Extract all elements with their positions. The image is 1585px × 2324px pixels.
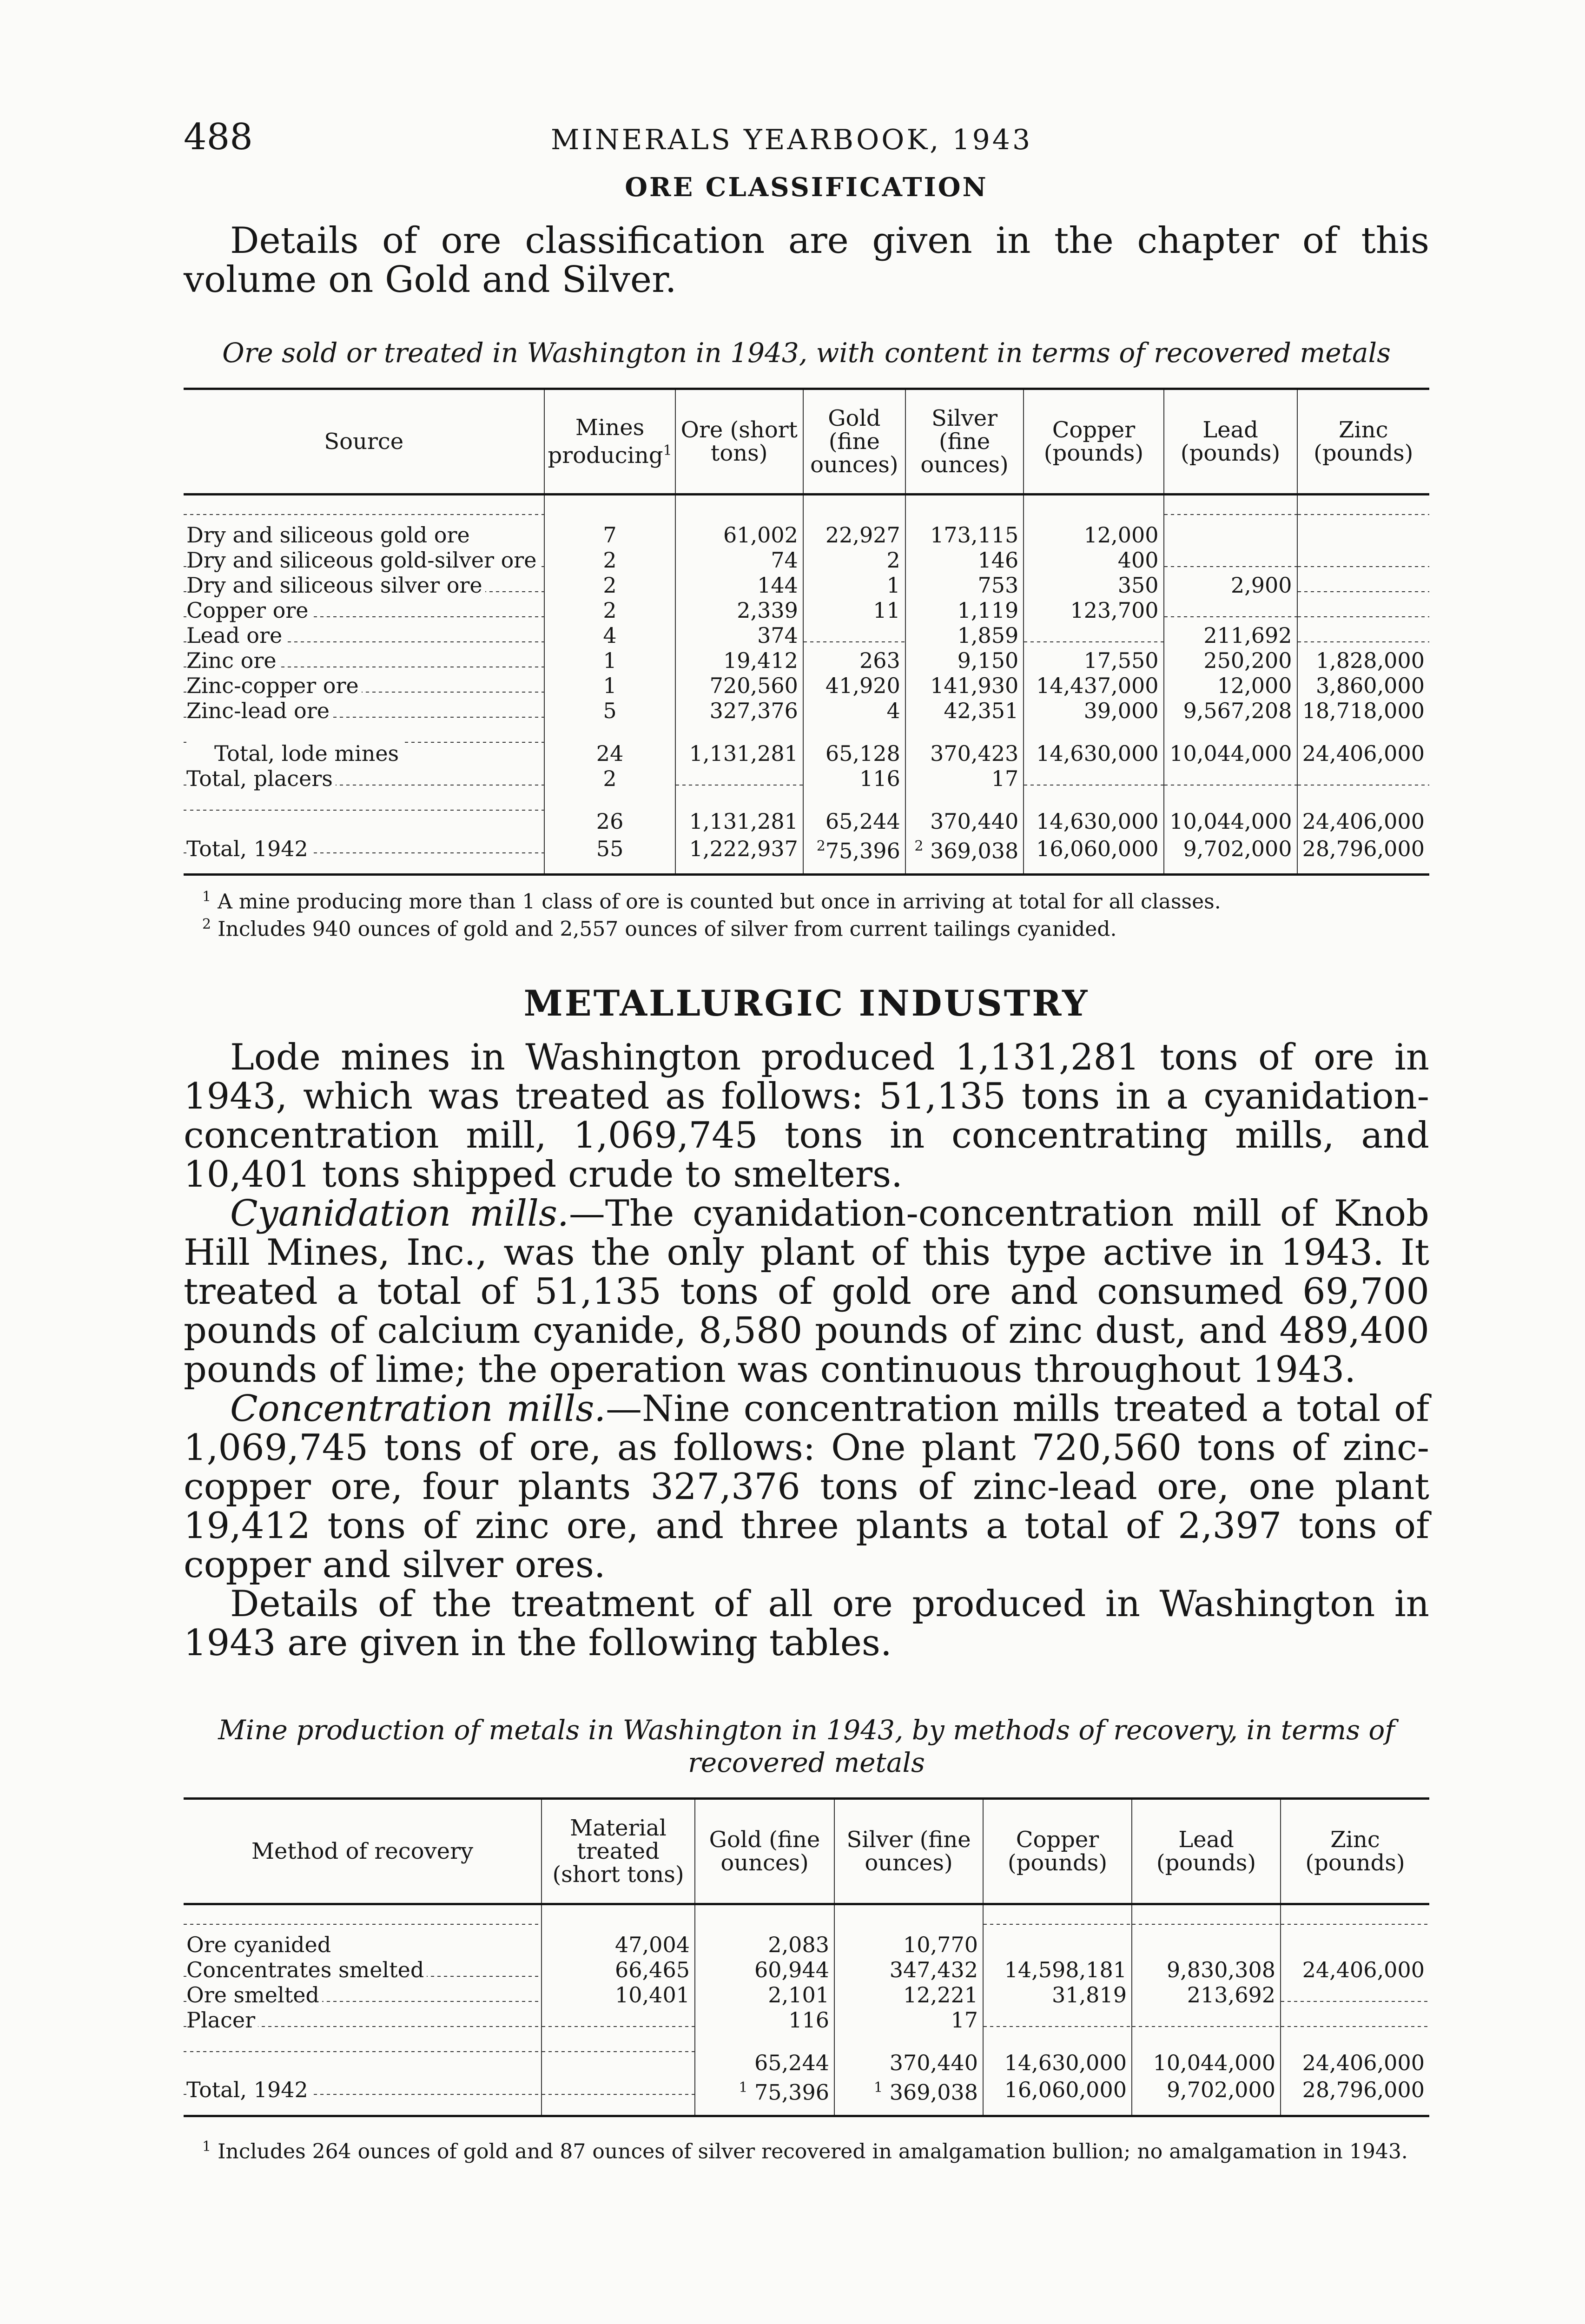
row-label-text: Placer (186, 2007, 258, 2033)
table-row-total-1942 (184, 2075, 1429, 2116)
cell: 14,630,000 (983, 2033, 1132, 2075)
row-label (184, 2075, 542, 2116)
cell: 65,244 (695, 2033, 834, 2075)
cell: 22,927 (803, 495, 905, 548)
row-label (184, 791, 544, 834)
cell: 347,432 (834, 1957, 983, 1982)
running-title: MINERALS YEARBOOK, 1943 (551, 124, 1033, 156)
col-copper: Copper (pounds) (1024, 389, 1163, 495)
cell: 47,004 (542, 1904, 695, 1957)
cell (1024, 766, 1163, 791)
table-row-total-placers (184, 766, 1429, 791)
cell: 10,770 (834, 1904, 983, 1957)
row-label (184, 2007, 542, 2033)
table-row-grand-total (184, 791, 1429, 834)
footnote-mark: 1 (202, 889, 211, 905)
cell: 24,406,000 (1297, 791, 1429, 834)
cell (1297, 548, 1429, 573)
cell: 4 (544, 623, 675, 648)
footnote-text: A mine producing more than 1 class of ore is counted but once in arriving at total for all classes. (218, 890, 1221, 914)
cell (983, 2007, 1132, 2033)
cell: 28,796,000 (1281, 2075, 1429, 2116)
cell (1164, 598, 1297, 623)
cell-value: 369,038 (889, 2079, 978, 2105)
row-label-text: Total, lode mines (186, 741, 402, 766)
paragraph-body: —The cyanidation-concentration mill of Knob Hill Mines, Inc., was the only plant of this type active in 1943. It treated a total of 51,135 tons of gold ore and consumed 69,700 pounds of calcium cyanide, 8,580 pounds of zinc dust, and 489,400 pounds of lime; the operation was continuous throughout 1943. (184, 1192, 1429, 1391)
table-row-total (184, 2033, 1429, 2075)
cell: 2,083 (695, 1904, 834, 1957)
cell: 24 (544, 723, 675, 766)
row-label-text: Zinc-lead ore (186, 698, 332, 723)
metallurgic-paragraph-1: Lode mines in Washington produced 1,131,281 tons of ore in 1943, which was treated as follows: 51,135 tons in a cyanidation-concentration mill, 1,069,745 tons in concentrating mills, and 10,401 tons shipped crude to smelters. (184, 1036, 1429, 1195)
running-head (184, 107, 1429, 163)
cell: 42,351 (905, 698, 1024, 723)
cell: 116 (803, 766, 905, 791)
cell: 5 (544, 698, 675, 723)
cell: 350 (1024, 573, 1163, 598)
col-silver: Silver (fine ounces) (905, 389, 1024, 495)
cell (983, 1904, 1132, 1957)
cell: 1,131,281 (675, 723, 803, 766)
cell: 7 (544, 495, 675, 548)
paragraph-lead: Concentration mills. (230, 1387, 606, 1430)
footnote (184, 2136, 1429, 2163)
row-label (184, 673, 544, 698)
table-row (184, 623, 1429, 648)
table1-footnotes (184, 886, 1429, 940)
table-row (184, 548, 1429, 573)
footnote-ref: 2 (914, 838, 924, 854)
table-row (184, 2007, 1429, 2033)
cell (1132, 2007, 1281, 2033)
table1-caption: Ore sold or treated in Washington in 1943, with content in terms of recovered metals (222, 337, 1391, 369)
metallurgic-paragraph-2 (184, 1194, 1429, 1389)
table-row (184, 648, 1429, 673)
ore-classification-text: Details of ore classification are given in the chapter of this volume on Gold and Silver. (184, 220, 1429, 301)
cell: 116 (695, 2007, 834, 2033)
cell: 31,819 (983, 1982, 1132, 2007)
footnote-ref: 1 (874, 2079, 883, 2096)
cell: 1,119 (905, 598, 1024, 623)
cell: 41,920 (803, 673, 905, 698)
cell: 1,859 (905, 623, 1024, 648)
cell: 14,630,000 (1024, 723, 1163, 766)
col-mines-label: Mines producing (548, 415, 663, 469)
cell: 370,423 (905, 723, 1024, 766)
footnote-mark: 1 (202, 2138, 211, 2155)
row-label-text: Concentrates smelted (186, 1957, 427, 1982)
row-label-text: Total, 1942 (186, 2077, 311, 2102)
cell: 263 (803, 648, 905, 673)
row-label-text: Zinc ore (186, 648, 279, 673)
cell: 17 (834, 2007, 983, 2033)
cell (542, 2033, 695, 2075)
cell: 9,702,000 (1164, 834, 1297, 875)
cell (542, 2075, 695, 2116)
metallurgic-paragraph-3 (184, 1389, 1429, 1585)
row-label (184, 2033, 542, 2075)
cell (1297, 495, 1429, 548)
row-label (184, 548, 544, 573)
ore-classification-heading: ORE CLASSIFICATION (625, 172, 988, 203)
cell: 2 (803, 548, 905, 573)
row-label (184, 495, 544, 548)
cell (695, 2075, 834, 2116)
col-source: Source (184, 389, 544, 495)
cell: 65,128 (803, 723, 905, 766)
row-label (184, 1982, 542, 2007)
cell (1164, 548, 1297, 573)
row-label-text: Dry and siliceous silver ore (186, 573, 485, 598)
row-label-text: Ore smelted (186, 1982, 322, 2007)
row-label (184, 698, 544, 723)
cell: 26 (544, 791, 675, 834)
cell: 146 (905, 548, 1024, 573)
cell: 141,930 (905, 673, 1024, 698)
cell: 2 (544, 548, 675, 573)
row-label-text (186, 2050, 189, 2075)
cell: 17,550 (1024, 648, 1163, 673)
table2-footnotes (184, 2136, 1429, 2163)
cell: 213,692 (1132, 1982, 1281, 2007)
footnote-text: Includes 264 ounces of gold and 87 ounces of silver recovered in amalgamation bullion; no amalgamation in 1943. (218, 2139, 1408, 2164)
table-row (184, 673, 1429, 698)
cell (1164, 495, 1297, 548)
cell (1297, 623, 1429, 648)
cell: 2 (544, 573, 675, 598)
table-row (184, 573, 1429, 598)
cell (1297, 766, 1429, 791)
cell: 374 (675, 623, 803, 648)
cell: 2,900 (1164, 573, 1297, 598)
table-row (184, 1904, 1429, 1957)
col-material: Material treated (short tons) (542, 1798, 695, 1904)
cell (1297, 598, 1429, 623)
col-zinc: Zinc (pounds) (1297, 389, 1429, 495)
row-label (184, 598, 544, 623)
row-label (184, 766, 544, 791)
cell: 10,044,000 (1164, 791, 1297, 834)
cell: 28,796,000 (1297, 834, 1429, 875)
row-label (184, 648, 544, 673)
row-label-text: Zinc-copper ore (186, 673, 362, 698)
cell: 14,437,000 (1024, 673, 1163, 698)
cell: 66,465 (542, 1957, 695, 1982)
cell: 9,150 (905, 648, 1024, 673)
col-zinc: Zinc (pounds) (1281, 1798, 1429, 1904)
row-label-text: Total, placers (186, 766, 336, 791)
cell: 14,598,181 (983, 1957, 1132, 1982)
cell (905, 834, 1024, 875)
col-silver: Silver (fine ounces) (834, 1798, 983, 1904)
cell: 16,060,000 (983, 2075, 1132, 2116)
cell (834, 2075, 983, 2116)
cell: 1,222,937 (675, 834, 803, 875)
table-row (184, 1957, 1429, 1982)
cell: 10,401 (542, 1982, 695, 2007)
cell: 12,221 (834, 1982, 983, 2007)
footnote (184, 913, 1429, 941)
row-label (184, 623, 544, 648)
table2-header-row (184, 1798, 1429, 1904)
cell (1281, 2007, 1429, 2033)
col-gold: Gold (fine ounces) (695, 1798, 834, 1904)
cell: 10,044,000 (1164, 723, 1297, 766)
cell: 9,702,000 (1132, 2075, 1281, 2116)
col-lead: Lead (pounds) (1132, 1798, 1281, 1904)
table-row (184, 698, 1429, 723)
recovery-table (184, 1797, 1429, 2117)
cell: 1 (803, 573, 905, 598)
row-label (184, 723, 544, 766)
cell (1132, 1904, 1281, 1957)
cell: 18,718,000 (1297, 698, 1429, 723)
cell: 173,115 (905, 495, 1024, 548)
cell: 2,339 (675, 598, 803, 623)
footnote-ref: 2 (816, 838, 826, 854)
cell: 10,044,000 (1132, 2033, 1281, 2075)
row-label (184, 1957, 542, 1982)
cell: 1,828,000 (1297, 648, 1429, 673)
cell: 65,244 (803, 791, 905, 834)
cell: 753 (905, 573, 1024, 598)
col-mines (544, 389, 675, 495)
cell: 720,560 (675, 673, 803, 698)
metallurgic-paragraph-4: Details of the treatment of all ore produced in Washington in 1943 are given in the following tables. (184, 1583, 1429, 1664)
col-method: Method of recovery (184, 1798, 542, 1904)
cell: 123,700 (1024, 598, 1163, 623)
row-label (184, 573, 544, 598)
cell: 60,944 (695, 1957, 834, 1982)
table2-caption: Mine production of metals in Washington in 1943, by methods of recovery, in terms of recovered metals (218, 1714, 1395, 1778)
row-label-text: Dry and siliceous gold-silver ore (186, 548, 539, 573)
cell: 144 (675, 573, 803, 598)
cell: 211,692 (1164, 623, 1297, 648)
page-number: 488 (184, 116, 253, 158)
cell: 2 (544, 766, 675, 791)
cell: 4 (803, 698, 905, 723)
cell: 74 (675, 548, 803, 573)
table-row-total-lode (184, 723, 1429, 766)
cell: 250,200 (1164, 648, 1297, 673)
cell (1297, 573, 1429, 598)
row-label-text: Copper ore (186, 598, 311, 623)
cell: 370,440 (834, 2033, 983, 2075)
cell: 24,406,000 (1297, 723, 1429, 766)
cell: 9,567,208 (1164, 698, 1297, 723)
cell-value: 75,396 (825, 838, 900, 864)
cell: 327,376 (675, 698, 803, 723)
col-ore: Ore (short tons) (675, 389, 803, 495)
cell: 400 (1024, 548, 1163, 573)
cell: 19,412 (675, 648, 803, 673)
cell: 1 (544, 673, 675, 698)
row-label (184, 834, 544, 875)
cell: 11 (803, 598, 905, 623)
cell: 1,131,281 (675, 791, 803, 834)
table-row (184, 495, 1429, 548)
table1-header-row (184, 389, 1429, 495)
metallurgic-heading: METALLURGIC INDUSTRY (523, 982, 1090, 1024)
paragraph-lead: Cyanidation mills. (230, 1192, 569, 1235)
cell: 2,101 (695, 1982, 834, 2007)
cell: 16,060,000 (1024, 834, 1163, 875)
cell (1024, 623, 1163, 648)
col-gold: Gold (fine ounces) (803, 389, 905, 495)
cell: 24,406,000 (1281, 1957, 1429, 1982)
footnote-text: Includes 940 ounces of gold and 2,557 ounces of silver from current tailings cyanided. (218, 917, 1117, 941)
row-label (184, 1904, 542, 1957)
cell (542, 2007, 695, 2033)
table-row-total-1942 (184, 834, 1429, 875)
cell: 1 (544, 648, 675, 673)
row-label-text: Total, 1942 (186, 836, 311, 861)
cell (803, 623, 905, 648)
col-copper: Copper (pounds) (983, 1798, 1132, 1904)
row-label-text: Lead ore (186, 623, 285, 648)
cell (803, 834, 905, 875)
col-mines-fn: 1 (663, 442, 672, 459)
table-row (184, 598, 1429, 623)
cell: 9,830,308 (1132, 1957, 1281, 1982)
footnote-mark: 2 (202, 916, 211, 932)
cell: 14,630,000 (1024, 791, 1163, 834)
table-row (184, 1982, 1429, 2007)
cell: 370,440 (905, 791, 1024, 834)
cell: 61,002 (675, 495, 803, 548)
row-label-text (186, 809, 189, 834)
cell (1164, 766, 1297, 791)
footnote-ref: 1 (739, 2079, 748, 2096)
footnote (184, 886, 1429, 913)
cell: 39,000 (1024, 698, 1163, 723)
cell (1281, 1904, 1429, 1957)
ore-table (184, 388, 1429, 876)
cell: 55 (544, 834, 675, 875)
cell: 24,406,000 (1281, 2033, 1429, 2075)
page (184, 107, 1429, 2163)
cell-value: 369,038 (930, 838, 1019, 864)
cell: 3,860,000 (1297, 673, 1429, 698)
cell: 12,000 (1164, 673, 1297, 698)
cell: 2 (544, 598, 675, 623)
row-label-text: Ore cyanided (186, 1932, 334, 1957)
cell-value: 75,396 (754, 2079, 829, 2105)
paragraph-body: —Nine concentration mills treated a total of 1,069,745 tons of ore, as follows: One plant 720,560 tons of zinc-copper ore, four plants 327,376 tons of zinc-lead ore, one plant 19,412 tons of zinc ore, and three plants a total of 2,397 tons of copper and silver ores. (184, 1387, 1429, 1586)
cell: 17 (905, 766, 1024, 791)
cell (1281, 1982, 1429, 2007)
cell (675, 766, 803, 791)
col-lead: Lead (pounds) (1164, 389, 1297, 495)
row-label-text: Dry and siliceous gold ore (186, 522, 473, 548)
cell: 12,000 (1024, 495, 1163, 548)
